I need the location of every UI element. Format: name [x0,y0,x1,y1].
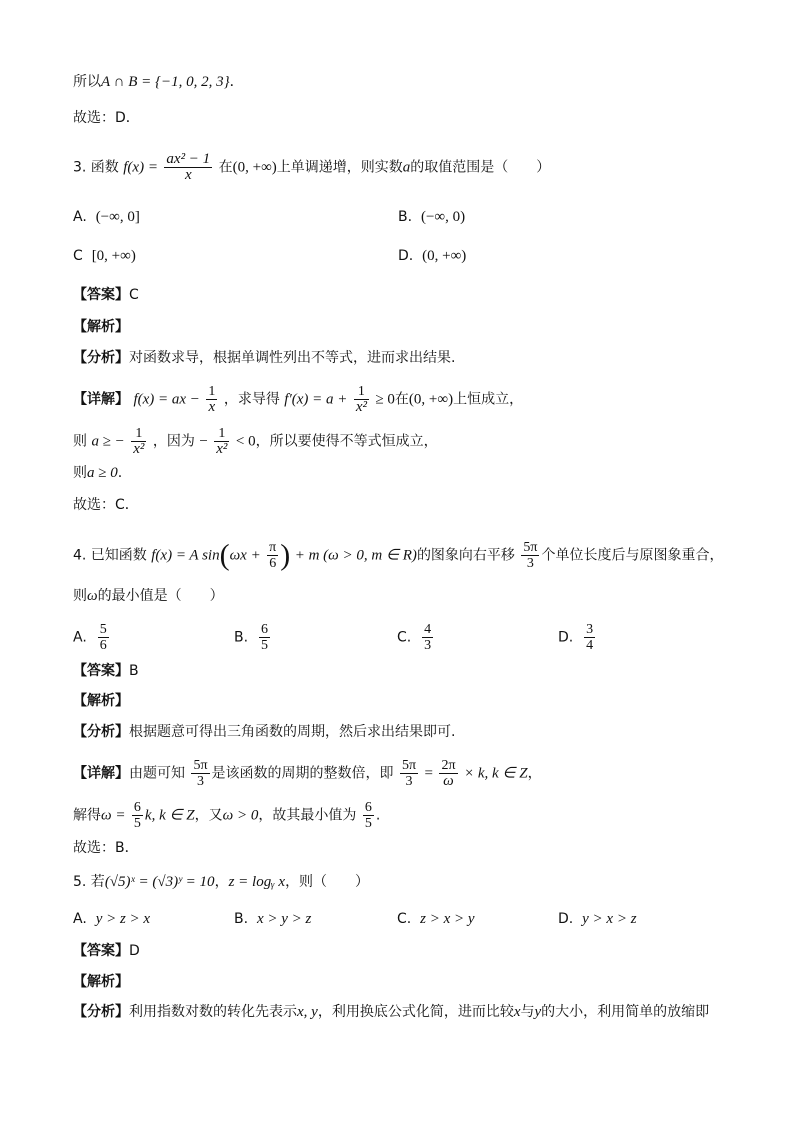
fraction-numerator: 6 [133,800,141,815]
fraction-denominator: 5 [364,816,372,831]
q3-xiangjie-line1 [73,384,523,415]
fraction-denominator: 6 [269,556,277,571]
text: 解得 [73,807,101,824]
question-number: 5. 若 [73,874,105,890]
fraction-numerator: 1 [214,426,229,442]
option-value: y > x > z [582,911,637,927]
question-5-stem [73,872,369,892]
fraction [98,622,109,653]
line-conclusion [73,72,244,92]
fraction-numerator: 6 [364,800,372,815]
fraction-numerator: 5π [523,540,538,555]
math: f(x) = A sin [151,547,220,564]
fraction-denominator: 5 [133,816,141,831]
q5-option-b [234,909,311,929]
option-value: z > x > y [420,911,475,927]
fraction [267,540,278,571]
text: ，所以要使得不等式恒成立， [255,433,438,450]
math: x, y [297,1004,318,1020]
text: 由题可知 [129,765,185,782]
q3-option-c [73,246,136,266]
text: 上单调递增，则实数 [276,159,403,176]
paren-right: ) [280,538,291,572]
fraction-numerator: π [269,540,277,555]
q4-xiangjie-line2 [73,800,380,831]
fraction-denominator: 3 [526,556,534,571]
math: < 0 [235,433,256,450]
option-label: A. [73,629,87,646]
fraction-denominator: 3 [424,638,432,653]
xiangjie-tag: 【详解】 [73,765,129,782]
math: (0, +∞) [408,391,454,408]
option-value: x > y > z [256,911,312,927]
option-label: A. [73,911,87,927]
text: 则 [73,588,87,604]
math: × k, k ∈ Z [463,765,528,782]
xiangjie-tag: 【详解】 [73,391,129,408]
text: 个单位长度后与原图象重合， [541,547,724,564]
fraction [439,758,457,789]
math: ω > 0 [222,807,259,824]
fraction-denominator: 5 [260,638,268,653]
text: ，又 [194,807,223,824]
option-value: (0, +∞) [422,248,467,264]
fraction-numerator: 1 [354,384,369,400]
question-3-stem [73,152,550,183]
fraction-denominator: 6 [99,638,107,653]
fraction [354,384,369,415]
text: 是该函数的周期的整数倍，即 [211,765,394,782]
text: 的最小值是（ ） [97,588,224,604]
q4-choice: 故选：B． [73,840,139,856]
fraction-denominator: ω [443,773,454,789]
text: ， [527,765,542,782]
fraction-numerator: 6 [260,622,268,637]
fraction-denominator: 3 [405,774,413,789]
text: 所以 [73,74,101,90]
fraction-numerator: 1 [208,384,216,399]
option-label: D. [558,911,574,927]
text: 上恒成立， [453,391,524,408]
q4-answer [73,661,139,681]
q3-option-a [73,207,140,227]
text: 在 [218,159,233,176]
math: a ≥ − [91,433,125,450]
math: (0, +∞) [232,159,277,176]
answer-value: C [129,287,139,303]
math: ωx + [229,547,261,564]
fraction-denominator: x [208,399,216,415]
answer-value: B [129,663,139,679]
fraction [132,800,143,831]
text: 的取值范围是（ ） [410,159,551,176]
fenxi-tag: 【分析】 [73,1004,129,1020]
math: ω [87,588,98,604]
q4-fenxi [73,722,455,742]
text: 的图象向右平移 [416,547,515,564]
answer-tag: 【答案】 [73,663,129,679]
q4-option-c [397,622,435,653]
option-value: (−∞, 0) [420,209,466,225]
fraction-denominator: x² [216,441,228,457]
fraction-denominator: x² [133,441,145,457]
fraction-denominator: 4 [586,638,594,653]
answer-tag: 【答案】 [73,287,129,303]
math-set: A ∩ B = {−1, 0, 2, 3} [101,74,230,90]
fraction [214,426,229,457]
fraction [164,152,212,183]
fraction-numerator: 5π [193,758,208,773]
fraction-numerator: 5 [99,622,107,637]
text: ，求导得 [223,391,280,408]
text: 则 [73,433,87,450]
option-label: B. [398,209,413,225]
q3-xiangjie-line2 [73,426,438,457]
text: . [375,807,381,824]
option-label: A. [73,209,87,225]
text: 利用指数对数的转化先表示 [129,1004,297,1020]
math: x [513,1004,521,1020]
q3-option-d [398,246,466,266]
text: ，则（ ） [285,874,370,890]
fraction [400,758,418,789]
fenxi-tag: 【分析】 [73,724,129,740]
math: a ≥ 0 [87,465,118,481]
option-value: (−∞, 0] [95,209,140,225]
q5-option-d [558,909,637,929]
math: = [424,765,433,782]
fraction [422,622,433,653]
q3-choice: 故选：C． [73,497,139,513]
option-label: C. [397,911,412,927]
q5-answer [73,941,140,961]
math: f′(x) = a + [284,391,348,408]
fraction-denominator: x [184,167,192,183]
fraction-numerator: 4 [424,622,432,637]
text: ， [214,874,229,890]
fraction [521,540,539,571]
fraction-numerator: 2π [441,758,456,773]
text: 则 [73,465,87,481]
q4-option-a [73,622,111,653]
q5-option-c [397,909,475,929]
fenxi-tag: 【分析】 [73,350,129,366]
fraction-numerator: 3 [586,622,594,637]
fraction-denominator: 3 [196,774,204,789]
math: (√5)ˣ = (√3)ʸ = 10 [104,874,215,890]
answer-tag: 【答案】 [73,943,129,959]
text: ． [229,74,244,90]
q3-xiangjie-line3 [73,463,122,483]
q3-analysis-tag: 【解析】 [73,319,129,335]
fraction [259,622,270,653]
text: ，利用换底公式化简，进而比较 [317,1004,514,1020]
q4-analysis-tag: 【解析】 [73,693,129,709]
text: 对函数求导，根据单调性列出不等式，进而求出结果. [129,350,456,366]
q3-option-b [398,207,465,227]
math: − [199,433,208,450]
q3-fenxi [73,348,455,368]
math: f(x) = ax − [133,391,200,408]
fraction [131,426,146,457]
question-number: 4. 已知函数 [73,547,147,564]
option-label: D. [558,629,574,646]
option-label: C [73,248,83,264]
fraction-numerator: 1 [131,426,146,442]
text: 在 [394,391,409,408]
q3-answer [73,285,139,305]
text: ，故其最小值为 [258,807,357,824]
q5-fenxi [73,1002,709,1022]
fraction-denominator: x² [355,399,367,415]
math: ω = [101,807,126,824]
option-label: B. [234,629,249,646]
q4-option-b [234,622,272,653]
fraction [363,800,374,831]
math: k, k ∈ Z [144,807,195,824]
option-value: y > z > x [95,911,151,927]
fraction [584,622,595,653]
question-4-stem [73,540,723,571]
math: a [402,159,411,176]
text: ，因为 [152,433,195,450]
option-value: [0, +∞) [91,248,136,264]
math: z = logᵧ x [228,874,286,890]
q4-xiangjie-line1 [73,758,542,789]
text: 根据题意可得出三角函数的周期，然后求出结果即可. [129,724,456,740]
question-number: 3. 函数 [73,159,119,176]
text: . [117,465,123,481]
q5-analysis-tag: 【解析】 [73,974,129,990]
math: ≥ 0 [375,391,395,408]
option-label: D. [398,248,414,264]
fraction-numerator: ax² − 1 [166,151,211,167]
answer-value: D [129,943,140,959]
q5-option-a [73,909,150,929]
option-label: C. [397,629,412,646]
question-4-stem-line2 [73,586,224,606]
text: 的大小，利用简单的放缩即 [541,1004,710,1020]
paren-left: ( [219,538,230,572]
text: 与 [520,1004,535,1020]
math: f(x) = [123,159,158,176]
option-label: B. [234,911,249,927]
fraction [206,384,217,415]
fraction-numerator: 5π [401,758,417,773]
math: y [534,1004,542,1020]
line-choice-prev: 故选：D． [73,110,140,126]
fraction [191,758,209,789]
math: + m (ω > 0, m ∈ R) [294,547,417,564]
q4-option-d [558,622,597,653]
